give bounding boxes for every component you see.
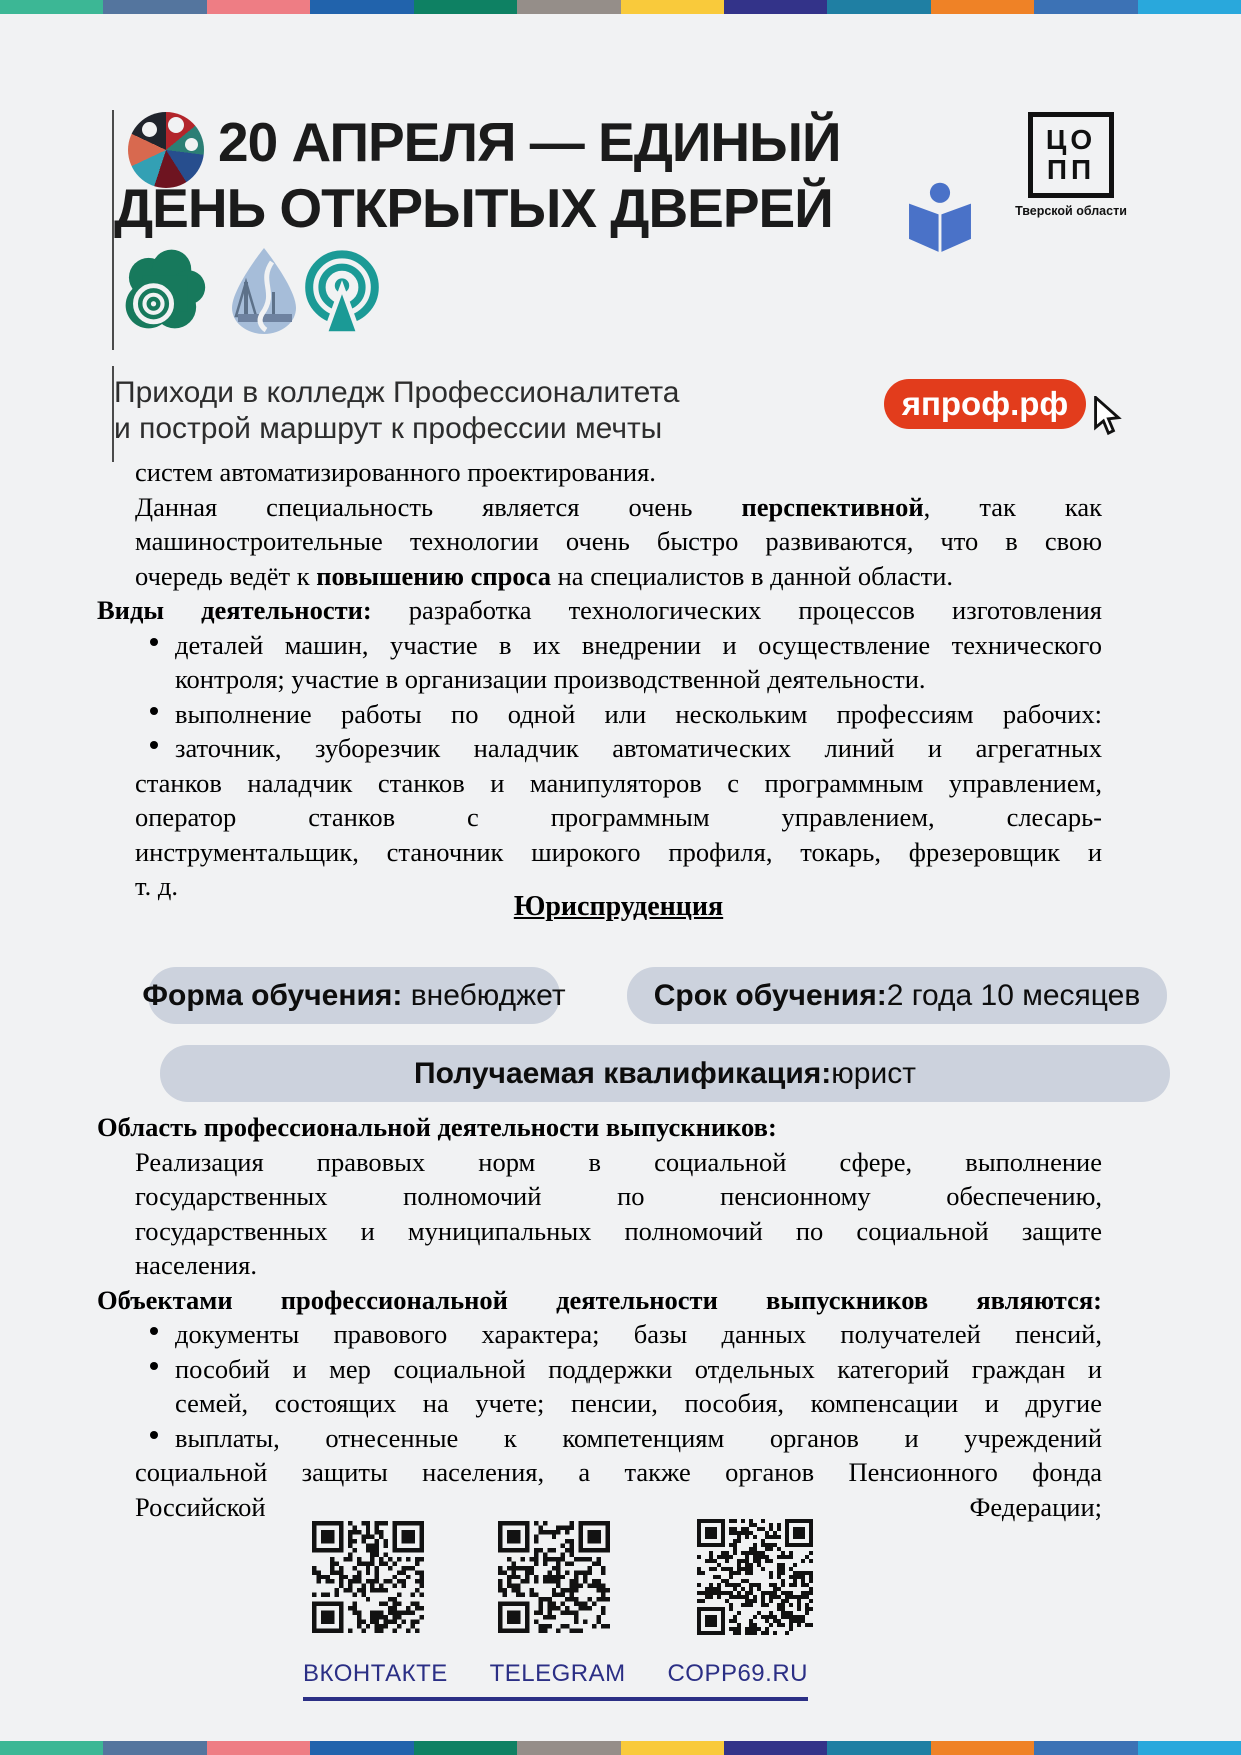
study-form-pill	[142, 967, 566, 1024]
pill-label: Форма обучения:	[142, 978, 403, 1012]
stripe-segment	[931, 0, 1034, 14]
copp-logo	[1014, 112, 1128, 218]
text-run-bold: повышению спроса	[316, 560, 551, 591]
body-line: т. д.	[135, 871, 178, 901]
tree-rings-icon	[124, 246, 206, 337]
book-reader-icon	[903, 182, 977, 259]
activities-heading-line	[97, 593, 1102, 628]
qualification-pill	[160, 1045, 1170, 1102]
text-run: Данная специальность является очень	[135, 491, 742, 522]
body-line	[135, 1490, 1102, 1525]
area-heading-line	[97, 1110, 1102, 1145]
body-line	[135, 559, 1102, 594]
body-line: государственных и муниципальных полномочий по социальной защите	[135, 1215, 1102, 1246]
body-line	[135, 490, 1102, 525]
stripe-segment	[827, 1741, 930, 1755]
stripe-segment	[724, 0, 827, 14]
stripe-segment	[1138, 1741, 1241, 1755]
stripe-segment	[310, 1741, 413, 1755]
stripe-segment	[414, 0, 517, 14]
bullet-line: выплаты, отнесенные к компетенциям органов и учреждений	[175, 1421, 1102, 1456]
body-line: социальной защиты населения, а также органов Пенсионного фонда	[135, 1457, 1102, 1487]
text-run-bold: Область профессиональной деятельности выпускников:	[97, 1112, 777, 1142]
promo-line2: и построй маршрут к профессии мечты	[114, 412, 663, 445]
copp-logo-row1: ЦО	[1045, 124, 1097, 155]
stripe-segment	[207, 0, 310, 14]
body-line: систем автоматизированного проектирования.	[135, 457, 656, 487]
body-line: семей, состоящих на учете; пенсии, пособия, компенсации и другие	[175, 1388, 1102, 1418]
text-run: очередь ведёт к	[135, 560, 317, 591]
qr-code-telegram[interactable]	[498, 1521, 610, 1633]
stripe-segment	[414, 1741, 517, 1755]
link-copp69[interactable]: COPP69.RU	[667, 1660, 808, 1687]
top-color-stripe	[0, 0, 1241, 14]
mouse-cursor-icon	[1092, 396, 1122, 441]
pill-label: Получаемая квалификация:	[414, 1056, 832, 1090]
pill-label: Срок обучения:	[653, 978, 887, 1012]
text-run: , так как	[923, 491, 1102, 522]
bullet-line: выполнение работы по одной или нескольким профессиям рабочих:	[175, 697, 1102, 732]
link-telegram[interactable]: TELEGRAM	[489, 1660, 626, 1687]
bullet-line: документы правового характера; базы данных получателей пенсий,	[175, 1317, 1102, 1352]
broadcast-icon	[302, 250, 382, 339]
promo-line1: Приходи в колледж Профессионалитета	[114, 376, 680, 409]
stripe-segment	[517, 1741, 620, 1755]
stripe-segment	[621, 0, 724, 14]
stripe-segment	[310, 0, 413, 14]
text-run-bold: перспективной	[741, 491, 924, 522]
bottom-color-stripe	[0, 1741, 1241, 1755]
copp-logo-caption: Тверской области	[1015, 204, 1127, 218]
stripe-segment	[621, 1741, 724, 1755]
text-run: разработка технологических процессов изготовления	[371, 595, 1102, 625]
stripe-segment	[931, 1741, 1034, 1755]
body-line: машиностроительные технологии очень быстро развиваются, что в свою	[135, 526, 1102, 556]
stripe-segment	[0, 0, 103, 14]
study-term-pill	[627, 967, 1167, 1024]
pill-value: 2 года 10 месяцев	[886, 978, 1141, 1012]
qr-code-copp69[interactable]	[697, 1519, 813, 1635]
stripe-segment	[0, 1741, 103, 1755]
stripe-segment	[103, 0, 206, 14]
stripe-segment	[1034, 0, 1137, 14]
copp-logo-row2: ПП	[1046, 154, 1096, 185]
specialty-description	[97, 455, 1102, 904]
text-run: на специалистов в данной области.	[551, 560, 954, 591]
stripe-segment	[1138, 0, 1241, 14]
text-run: Федерации;	[969, 1491, 1102, 1522]
body-line: инструментальщик, станочник широкого профиля, токарь, фрезеровщик и	[135, 836, 1102, 867]
stripe-segment	[103, 1741, 206, 1755]
oil-drop-icon	[232, 248, 296, 339]
body-line: населения.	[135, 1250, 257, 1280]
stripe-segment	[1034, 1741, 1137, 1755]
yaprof-site-badge[interactable]: япроф.рф	[884, 379, 1086, 429]
bullet-line: пособий и мер социальной поддержки отдельных категорий граждан и	[175, 1352, 1102, 1387]
objects-heading-line	[97, 1283, 1102, 1318]
headline-line2: ДЕНЬ ОТКРЫТЫХ ДВЕРЕЙ	[114, 177, 833, 239]
link-vkontakte[interactable]: ВКОНТАКТЕ	[303, 1660, 448, 1687]
pill-value: юрист	[831, 1056, 916, 1090]
stripe-segment	[207, 1741, 310, 1755]
pill-value: внебюджет	[402, 978, 566, 1012]
bullet-line: деталей машин, участие в их внедрении и осуществление технического	[175, 628, 1102, 663]
stripe-segment	[517, 0, 620, 14]
body-line: контроля; участие в организации производственной деятельности.	[175, 664, 926, 694]
headline-line1: 20 АПРЕЛЯ — ЕДИНЫЙ	[218, 111, 841, 173]
stripe-segment	[724, 1741, 827, 1755]
stripe-segment	[827, 0, 930, 14]
text-run-bold: Объектами профессиональной деятельности выпускников являются:	[97, 1284, 1102, 1315]
qr-code-vkontakte[interactable]	[312, 1521, 424, 1633]
section-title-jurisprudence: Юриспруденция	[513, 891, 724, 922]
body-line: государственных полномочий по пенсионному обеспечению,	[135, 1181, 1102, 1211]
body-line: Реализация правовых норм в социальной сфере, выполнение	[135, 1146, 1102, 1177]
jurisprudence-description	[97, 1110, 1102, 1524]
footer-links	[303, 1660, 808, 1701]
copp-logo-box	[1028, 112, 1114, 198]
bullet-line: заточник, зуборезчик наладчик автоматических линий и агрегатных	[175, 731, 1102, 766]
text-run-bold: Виды деятельности:	[97, 595, 372, 625]
text-run: Российской	[135, 1491, 266, 1522]
body-line: оператор станков с программным управлением, слесарь-	[135, 802, 1102, 832]
body-line: станков наладчик станков и манипуляторов с программным управлением,	[135, 767, 1102, 798]
